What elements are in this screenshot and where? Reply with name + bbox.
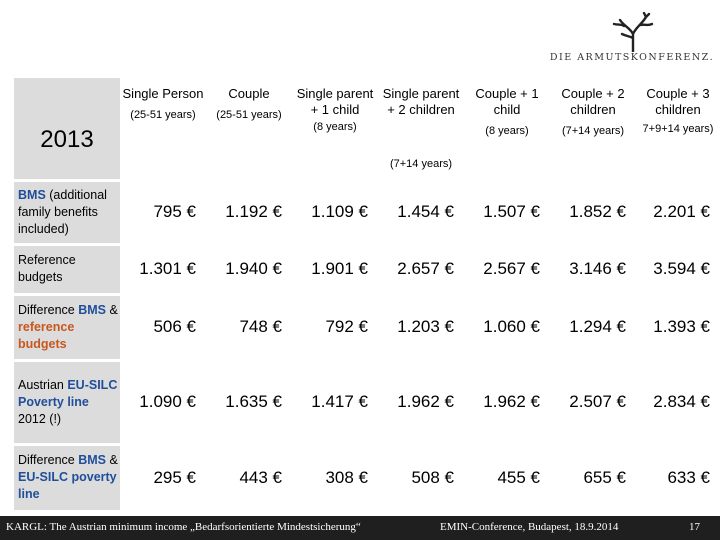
table-cell: 2.507 € xyxy=(550,360,636,444)
table-cell: 1.393 € xyxy=(636,294,720,360)
table-cell: 3.146 € xyxy=(550,244,636,294)
column-header: Couple + 2 children (7+14 years) xyxy=(550,78,636,158)
table-cell: 792 € xyxy=(292,294,378,360)
table-cell: 1.192 € xyxy=(206,180,292,244)
footer-conference: EMIN-Conference, Budapest, 18.9.2014 xyxy=(440,521,619,533)
table-cell: 795 € xyxy=(120,180,206,244)
logo-text: DIE ARMUTSKONFERENZ. xyxy=(549,52,715,63)
table-cell: 1.454 € xyxy=(378,180,464,244)
table-cell: 1.962 € xyxy=(378,360,464,444)
column-subheader: (7+14 years) xyxy=(378,158,464,180)
column-header: Single parent + 1 child (8 years) xyxy=(292,78,378,158)
footer-author-title: KARGL: The Austrian minimum income „Bedarfsorientierte Mindestsicherung“ xyxy=(6,521,361,533)
table-cell: 1.203 € xyxy=(378,294,464,360)
table-cell: 455 € xyxy=(464,444,550,510)
table-cell: 1.962 € xyxy=(464,360,550,444)
row-label: Difference BMS & EU-SILC poverty line xyxy=(14,444,120,510)
table-cell: 1.940 € xyxy=(206,244,292,294)
slide-footer xyxy=(0,516,720,540)
table-cell: 308 € xyxy=(292,444,378,510)
row-label: Austrian EU-SILC Poverty line 2012 (!) xyxy=(14,360,120,444)
table-cell: 655 € xyxy=(550,444,636,510)
row-label: Reference budgets xyxy=(14,244,120,294)
table-cell: 508 € xyxy=(378,444,464,510)
table-row xyxy=(14,244,720,294)
table-cell: 2.657 € xyxy=(378,244,464,294)
page-number: 17 xyxy=(689,521,700,533)
table-cell: 2.201 € xyxy=(636,180,720,244)
row-label: BMS (additional family benefits included) xyxy=(14,180,120,244)
table-cell: 748 € xyxy=(206,294,292,360)
table-cell: 1.090 € xyxy=(120,360,206,444)
column-header: Single Person (25-51 years) xyxy=(120,78,206,158)
table-cell: 3.594 € xyxy=(636,244,720,294)
year-label: 2013 xyxy=(40,126,94,154)
column-header: Couple (25-51 years) xyxy=(206,78,292,158)
column-header: Couple + 3 children 7+9+14 years) xyxy=(636,78,720,158)
column-header: Single parent + 2 children xyxy=(378,78,464,158)
table-cell: 1.507 € xyxy=(464,180,550,244)
column-header: Couple + 1 child (8 years) xyxy=(464,78,550,158)
table-cell: 506 € xyxy=(120,294,206,360)
table-row xyxy=(14,180,720,244)
tree-logo-icon xyxy=(608,12,658,52)
table-row xyxy=(14,294,720,360)
table-cell: 295 € xyxy=(120,444,206,510)
income-comparison-table xyxy=(14,78,720,510)
year-cell xyxy=(14,78,120,180)
table-cell: 1.060 € xyxy=(464,294,550,360)
table-row xyxy=(14,360,720,444)
table-row xyxy=(14,444,720,510)
table-cell: 1.294 € xyxy=(550,294,636,360)
table-cell: 1.417 € xyxy=(292,360,378,444)
table-cell: 1.901 € xyxy=(292,244,378,294)
table-cell: 1.109 € xyxy=(292,180,378,244)
armutskonferenz-logo xyxy=(548,12,716,74)
table-cell: 443 € xyxy=(206,444,292,510)
table-cell: 1.852 € xyxy=(550,180,636,244)
table-cell: 2.567 € xyxy=(464,244,550,294)
header-row xyxy=(14,78,720,158)
table-cell: 2.834 € xyxy=(636,360,720,444)
table-cell: 1.635 € xyxy=(206,360,292,444)
table-cell: 1.301 € xyxy=(120,244,206,294)
table-cell: 633 € xyxy=(636,444,720,510)
row-label: Difference BMS & reference budgets xyxy=(14,294,120,360)
